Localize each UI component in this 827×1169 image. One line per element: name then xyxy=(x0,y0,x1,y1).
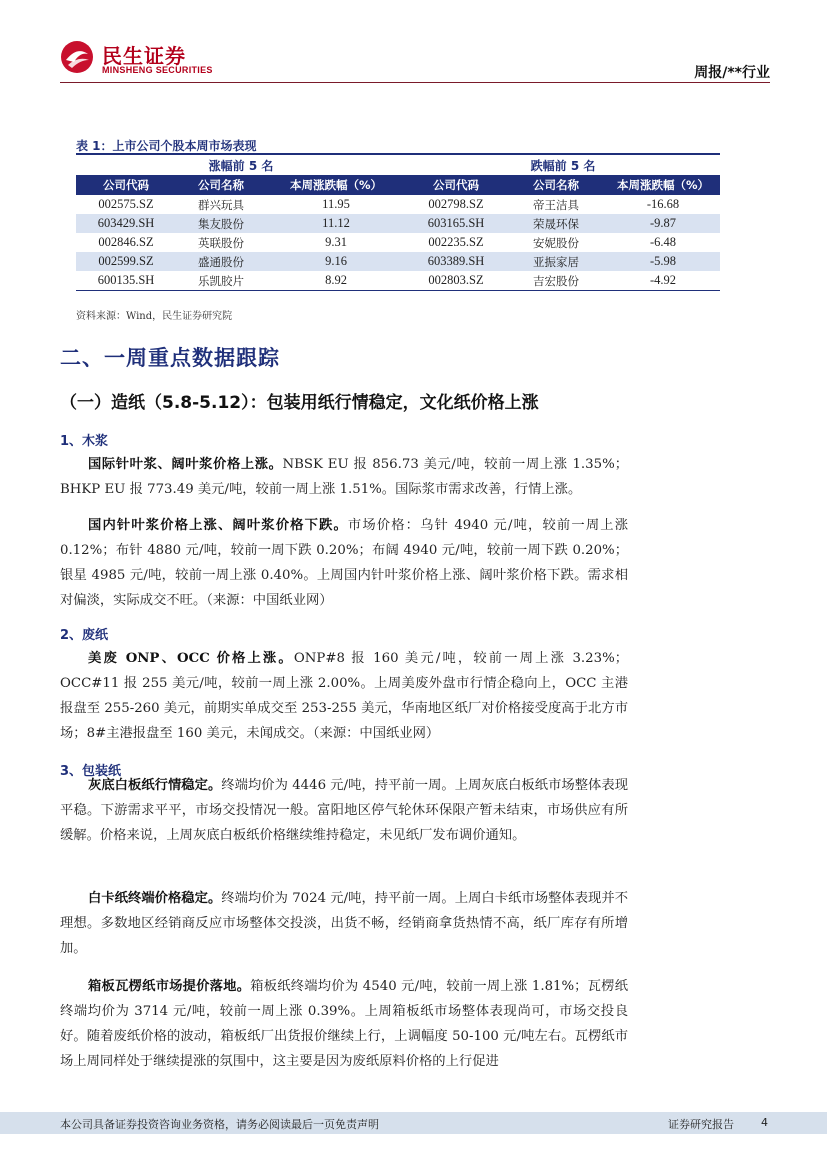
table-cell: 11.12 xyxy=(266,214,406,233)
heading-packaging-paper: 3、包装纸 xyxy=(60,764,122,779)
paragraph-body: NBSK EU 报 856.73 美元/吨，较前一周上涨 1.35%；BHKP EU 报 773.49 美元/吨，较前一周上涨 1.51%。国际浆市需求改善，行情上涨。 xyxy=(60,457,628,497)
paragraph-body: 终端均价为 7024 元/吨，持平前一周。上周白卡纸市场整体表现并不理想。多数地区经销商反应市场整体交投淡，出货不畅，经销商拿货热情不高，纸厂库存有所增加。 xyxy=(60,891,629,956)
table-column-header xyxy=(76,175,720,195)
paragraph-lead: 国内针叶浆价格上涨、阔叶浆价格下跌。 xyxy=(88,518,348,533)
table-cell: -6.48 xyxy=(649,235,677,249)
column-header: 公司代码 xyxy=(76,175,176,195)
heading-pulp: 1、木浆 xyxy=(60,434,109,449)
table-cell: 帝王洁具 xyxy=(533,197,579,212)
paragraph-intl-pulp xyxy=(60,452,628,502)
table-cell: 8.92 xyxy=(266,271,406,291)
table-cell: 002803.SZ xyxy=(406,271,506,291)
table-source: 资料来源：Wind，民生证券研究院 xyxy=(76,311,233,322)
table-cell: 9.31 xyxy=(325,235,347,249)
table-caption: 表 1：上市公司个股本周市场表现 xyxy=(76,139,257,153)
table-cell: 002235.SZ xyxy=(428,235,484,249)
paragraph-lead: 美废 ONP、OCC 价格上涨。 xyxy=(88,651,294,666)
brand-name-en: MINSHENG SECURITIES xyxy=(102,65,213,75)
section-subtitle: （一）造纸（5.8-5.12）：包装用纸行情稳定，文化纸价格上涨 xyxy=(60,393,539,413)
table-cell: 002798.SZ xyxy=(428,197,484,211)
paragraph-body: 终端均价为 4446 元/吨，持平前一周。上周灰底白板纸市场整体表现平稳。下游需求平平，市场交投情况一般。富阳地区停气轮休环保限产暂未结束，市场供应有所缓解。价格来说，上周灰底白板纸价格继续维持稳定，未见纸厂发布调价通知。 xyxy=(60,778,629,843)
minsheng-logo-icon xyxy=(60,40,94,74)
table-cell: 600135.SH xyxy=(76,271,176,291)
heading-waste-paper: 2、废纸 xyxy=(60,628,109,643)
brand-logo xyxy=(60,38,220,78)
table-cell: 002575.SZ xyxy=(98,197,154,211)
table-row xyxy=(76,214,720,233)
table-cell: 603165.SH xyxy=(406,214,506,233)
paragraph-body: ONP#8 报 160 美元/吨，较前一周上涨 3.23%；OCC#11 报 255 美元/吨，较前一周上涨 2.00%。上周美废外盘市行情企稳向上，OCC 主港报盘至 255-260 美元，前期实单成交至 253-255 美元，华南地区纸厂对价格接受度高于北方市场；8#主港报盘至 160 美元，未闻成交。（来源：中国纸业网） xyxy=(60,651,628,741)
paragraph-lead: 箱板瓦楞纸市场提价落地。 xyxy=(88,979,251,994)
group-top-gainers: 涨幅前 5 名 xyxy=(76,154,406,175)
table-group-header xyxy=(76,154,720,175)
column-header: 公司名称 xyxy=(506,175,606,195)
paragraph-lead: 国际针叶浆、阔叶浆价格上涨。 xyxy=(88,457,283,472)
header-divider xyxy=(60,82,770,83)
column-header: 公司代码 xyxy=(406,175,506,195)
table-cell: 11.95 xyxy=(322,197,350,211)
report-type: 周报/**行业 xyxy=(694,65,770,81)
column-header: 本周涨跌幅（%） xyxy=(606,175,720,195)
footer-label: 证券研究报告 xyxy=(668,1118,734,1131)
table-cell: 荣晟环保 xyxy=(506,214,606,233)
table-cell: 吉宏股份 xyxy=(506,271,606,291)
table-cell: 002599.SZ xyxy=(76,252,176,271)
group-top-losers: 跌幅前 5 名 xyxy=(406,154,720,175)
table-cell: 集友股份 xyxy=(176,214,266,233)
table-cell: -4.92 xyxy=(606,271,720,291)
page-number: 4 xyxy=(761,1116,768,1129)
paragraph-domestic-pulp xyxy=(60,513,628,613)
brand-name-cn: 民生证券 xyxy=(102,44,186,68)
table-cell: 群兴玩具 xyxy=(198,197,244,212)
table-row xyxy=(76,233,720,252)
table-cell: 安妮股份 xyxy=(533,235,579,250)
paragraph-body: 箱板纸终端均价为 4540 元/吨，较前一周上涨 1.81%；瓦楞纸终端均价为 3714 元/吨，较前一周上涨 0.39%。上周箱板纸市场整体表现尚可，市场交投良好。随着废纸价格的波动，箱板纸厂出货报价继续上行，上调幅度 50-100 元/吨左右。瓦楞纸市场上周同样处于继续提涨的氛围中，这主要是因为废纸原料价格的上行促进 xyxy=(60,979,628,1069)
table-cell: 盛通股份 xyxy=(176,252,266,271)
paragraph-white-cardboard xyxy=(60,886,628,961)
table-cell: 603389.SH xyxy=(406,252,506,271)
table-cell: -9.87 xyxy=(606,214,720,233)
stock-performance-table xyxy=(76,153,720,291)
table-cell: 002846.SZ xyxy=(98,235,154,249)
table-cell: -5.98 xyxy=(606,252,720,271)
table-row xyxy=(76,195,720,214)
column-header: 本周涨跌幅（%） xyxy=(266,175,406,195)
table-cell: 9.16 xyxy=(266,252,406,271)
table-cell: -16.68 xyxy=(646,197,680,211)
table-cell: 603429.SH xyxy=(76,214,176,233)
table-row xyxy=(76,271,720,291)
paragraph-whiteboard xyxy=(60,773,628,848)
table-cell: 亚振家居 xyxy=(506,252,606,271)
paragraph-lead: 白卡纸终端价格稳定。 xyxy=(88,891,222,906)
footer-disclaimer: 本公司具备证券投资咨询业务资格，请务必阅读最后一页免责声明 xyxy=(60,1118,379,1131)
table-cell: 英联股份 xyxy=(198,235,244,250)
section-title: 二、一周重点数据跟踪 xyxy=(60,346,280,370)
table-cell: 乐凯胶片 xyxy=(176,271,266,291)
table-row xyxy=(76,252,720,271)
paragraph-containerboard xyxy=(60,974,628,1074)
paragraph-body: 市场价格：乌针 4940 元/吨，较前一周上涨 0.12%；布针 4880 元/吨，较前一周下跌 0.20%；布阔 4940 元/吨，较前一周下跌 0.20%；银星 4985 元/吨，较前一周上涨 0.40%。上周国内针叶浆价格上涨、阔叶浆价格下跌。需求相对偏淡，实际成交不旺。（来源：中国纸业网） xyxy=(60,518,628,608)
paragraph-lead: 灰底白板纸行情稳定。 xyxy=(88,778,222,793)
column-header: 公司名称 xyxy=(176,175,266,195)
paragraph-waste-paper xyxy=(60,646,628,746)
